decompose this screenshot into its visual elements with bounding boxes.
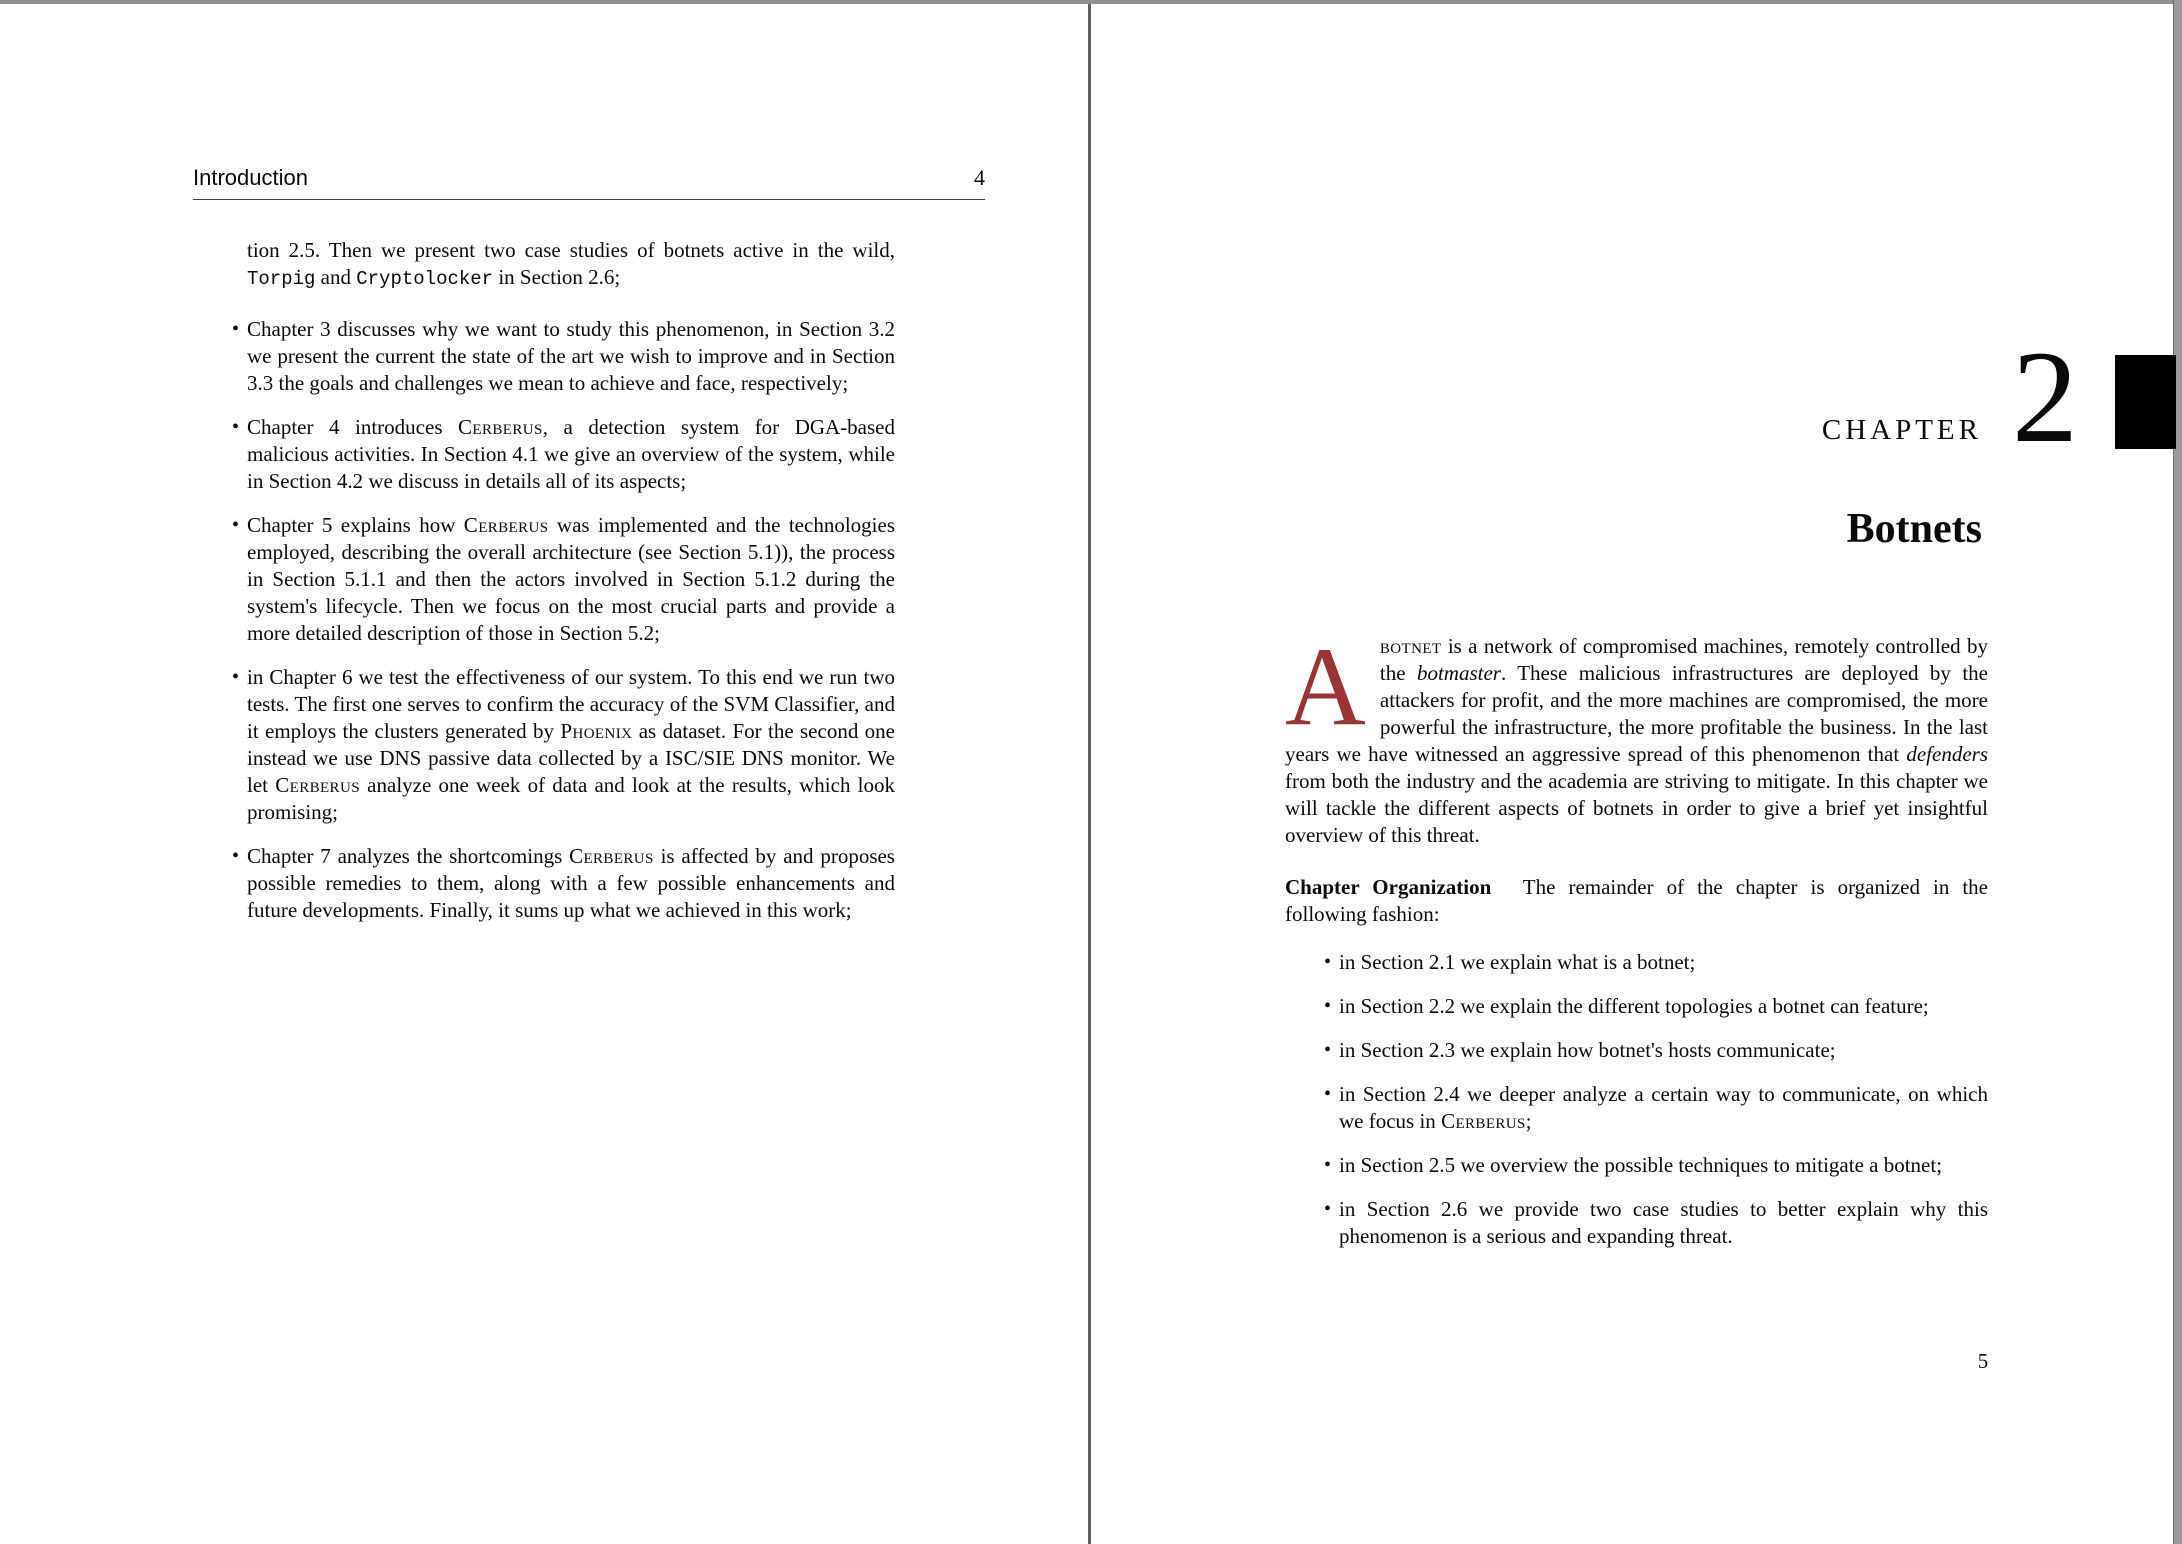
section-overview-list [1285, 949, 1988, 1250]
bullet-icon: • [1324, 1039, 1332, 1061]
list-item-text: Chapter 4 introduces Cerberus, a detection system for DGA-based malicious activities. In Section 4.1 we give an overview of the system, while in Section 4.2 we discuss in details all of its aspects; [247, 415, 895, 493]
drop-cap: A [1285, 625, 1366, 749]
list-item [193, 414, 895, 495]
list-item [193, 316, 895, 397]
list-item-text: in Section 2.3 we explain how botnet's hosts communicate; [1339, 1038, 1836, 1062]
list-item-text: in Section 2.1 we explain what is a botnet; [1339, 950, 1696, 974]
scrollbar-track[interactable] [2173, 0, 2182, 1544]
bullet-icon: • [232, 845, 240, 867]
list-item-text: in Section 2.4 we deeper analyze a certain way to communicate, on which we focus in Cerberus; [1339, 1082, 1988, 1133]
list-item-text: Chapter 5 explains how Cerberus was implemented and the technologies employed, describing the overall architecture (see Section 5.1)), the process in Section 5.1.1 and then the actors involved in Section 5.1.2 during the system's lifecycle. Then we focus on the most crucial parts and provide a more detailed description of those in Section 5.2; [247, 513, 895, 645]
right-page-body [1285, 625, 1988, 1250]
bullet-icon: • [1324, 995, 1332, 1017]
chapter-number: 2 [2012, 323, 2078, 470]
paragraph-continuation: tion 2.5. Then we present two case studies of botnets active in the wild, Torpig and Cryptolocker in Section 2.6; [247, 238, 895, 290]
list-item-text: in Chapter 6 we test the effectiveness of our system. To this end we run two tests. The first one serves to confirm the accuracy of the SVM Classifier, and it employs the clusters generated by Phoenix as dataset. For the second one instead we use DNS passive data collected by a ISC/SIE DNS monitor. We let Cerberus analyze one week of data and look at the results, which look promising; [247, 665, 896, 824]
list-item [1285, 993, 1988, 1020]
bullet-icon: • [1324, 1083, 1332, 1105]
bullet-icon: • [1324, 1154, 1332, 1176]
bullet-icon: • [232, 318, 240, 340]
list-item [1285, 1152, 1988, 1179]
bullet-icon: • [232, 666, 240, 688]
list-item [193, 664, 895, 826]
page-header [193, 166, 985, 200]
list-item [193, 512, 895, 647]
left-page-body [193, 237, 895, 924]
running-header-title: Introduction [193, 165, 308, 190]
page-number-left: 4 [974, 165, 985, 190]
list-item [1285, 949, 1988, 976]
page-number-right: 5 [1977, 1349, 1989, 1373]
list-item [1285, 1037, 1988, 1064]
chapter-title: Botnets [1846, 506, 1982, 552]
list-item-text: Chapter 7 analyzes the shortcomings Cerberus is affected by and proposes possible remedies to them, along with a few possible enhancements and future developments. Finally, it sums up what we achieved in this work; [247, 844, 895, 922]
list-item-text: in Section 2.5 we overview the possible techniques to mitigate a botnet; [1339, 1153, 1943, 1177]
chapter-thumb-marker [2115, 355, 2176, 449]
list-item-text: Chapter 3 discusses why we want to study this phenomenon, in Section 3.2 we present the current the state of the art we wish to improve and in Section 3.3 the goals and challenges we mean to achieve and face, respectively; [247, 317, 895, 395]
page-divider [1088, 4, 1091, 1544]
viewer-top-edge [0, 0, 2182, 4]
bullet-icon: • [1324, 1198, 1332, 1220]
bullet-icon: • [1324, 951, 1332, 973]
list-item [1285, 1081, 1988, 1135]
list-item-text: in Section 2.6 we provide two case studies to better explain why this phenomenon is a serious and expanding threat. [1339, 1197, 1988, 1248]
intro-paragraph [1285, 625, 1988, 849]
chapter-organization-paragraph: Chapter Organization The remainder of the chapter is organized in the following fashion: [1285, 875, 1988, 926]
bullet-icon: • [232, 416, 240, 438]
intro-paragraph-text: botnet is a network of compromised machines, remotely controlled by the botmaster. These malicious infrastructures are deployed by the attackers for profit, and the more machines are compromised, the more powerful the infrastructure, the more profitable the business. In the last years we have witnessed an aggressive spread of this phenomenon that defenders from both the industry and the academia are striving to mitigate. In this chapter we will tackle the different aspects of botnets in order to give a brief yet insightful overview of this threat. [1285, 634, 1988, 847]
list-item-text: in Section 2.2 we explain the different topologies a botnet can feature; [1339, 994, 1929, 1018]
chapter-overview-list [193, 316, 895, 924]
chapter-label: CHAPTER [1821, 414, 1982, 446]
list-item [193, 843, 895, 924]
list-item [1285, 1196, 1988, 1250]
bullet-icon: • [232, 514, 240, 536]
